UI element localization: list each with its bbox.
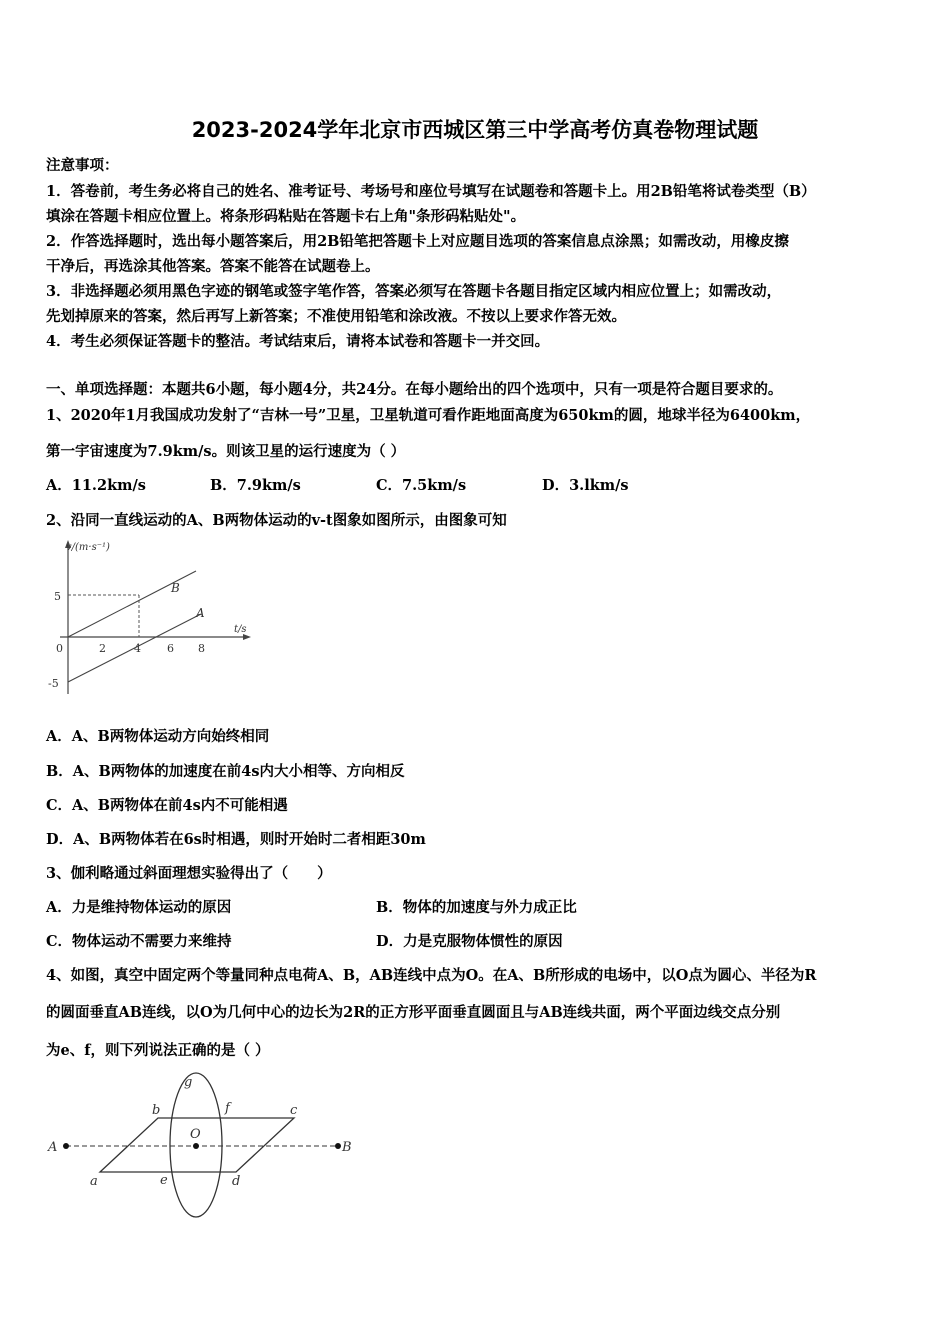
q1-option-d: D．3.lkm/s (542, 477, 629, 494)
charge-b-dot (335, 1143, 341, 1149)
notice-heading: 注意事项： (46, 157, 119, 174)
y-tick-5: 5 (54, 590, 61, 603)
q3-stem: 3、伽利略通过斜面理想实验得出了（ ） (46, 865, 332, 882)
notice-line-4: 干净后，再选涂其他答案。答案不能答在试题卷上。 (46, 258, 380, 275)
q2-option-b: B．A、B两物体的加速度在前4s内大小相等、方向相反 (46, 763, 405, 780)
notice-line-1: 1．答卷前，考生务必将自己的姓名、准考证号、考场号和座位号填写在试题卷和答题卡上。用2B铅笔将试卷类型（B） (46, 183, 816, 200)
q2-option-a: A．A、B两物体运动方向始终相同 (46, 728, 270, 745)
label-o: O (190, 1127, 201, 1142)
x-tick-8: 8 (198, 642, 205, 655)
q4-stem-line-1: 4、如图，真空中固定两个等量同种点电荷A、B，AB连线中点为O。在A、B所形成的电场中，以O点为圆心、半径为R (46, 967, 817, 984)
label-a-corner: a (90, 1174, 98, 1189)
q1-option-c: C．7.5km/s (376, 477, 467, 494)
notice-line-5: 3．非选择题必须用黑色字迹的钢笔或签字笔作答，答案必须写在答题卡各题目指定区域内相应位置上；如需改动， (46, 283, 782, 300)
q3-option-b: B．物体的加速度与外力成正比 (376, 899, 577, 916)
label-d-corner: d (232, 1174, 241, 1189)
y-tick-neg5: -5 (48, 677, 59, 690)
x-tick-0: 0 (56, 642, 63, 655)
q1-option-b: B．7.9km/s (210, 477, 301, 494)
label-b-corner: b (152, 1103, 161, 1118)
label-c-corner: c (290, 1103, 298, 1118)
line-a (68, 614, 201, 682)
x-tick-4: 4 (134, 642, 141, 655)
q4-stem-line-3: 为e、f，则下列说法正确的是（ ） (46, 1042, 270, 1059)
charge-a-dot (63, 1143, 69, 1149)
x-tick-2: 2 (99, 642, 106, 655)
label-g: g (184, 1075, 193, 1090)
line-b-label: B (171, 581, 180, 595)
notice-line-7: 4．考生必须保证答题卡的整洁。考试结束后，请将本试卷和答题卡一并交回。 (46, 333, 550, 350)
q3-option-a: A．力是维持物体运动的原因 (46, 899, 232, 916)
q2-vt-graph (46, 534, 256, 702)
line-a-label: A (196, 606, 205, 620)
notice-line-2: 填涂在答题卡相应位置上。将条形码粘贴在答题卡右上角"条形码粘贴处"。 (46, 208, 526, 225)
notice-line-6: 先划掉原来的答案，然后再写上新答案；不准使用铅笔和涂改液。不按以上要求作答无效。 (46, 308, 626, 325)
section-heading: 一、单项选择题：本题共6小题，每小题4分，共24分。在每小题给出的四个选项中，只有一项是符合题目要求的。 (46, 381, 783, 398)
q1-option-a: A．11.2km/s (46, 477, 146, 494)
q2-option-c: C．A、B两物体在前4s内不可能相遇 (46, 797, 288, 814)
q4-stem-line-2: 的圆面垂直AB连线，以O为几何中心的边长为2R的正方形平面垂直圆面且与AB连线共面，两个平面边线交点分别 (46, 1004, 781, 1021)
label-f: f (225, 1101, 230, 1116)
x-axis-label: t/s (234, 624, 247, 635)
q3-option-d: D．力是克服物体惯性的原因 (376, 933, 563, 950)
q2-option-d: D．A、B两物体若在6s时相遇，则时开始时二者相距30m (46, 831, 426, 848)
q4-field-figure (44, 1070, 364, 1225)
q1-stem-line-1: 1、2020年1月我国成功发射了“吉林一号”卫星，卫星轨道可看作距地面高度为650km的圆，地球半径为6400km， (46, 407, 811, 424)
y-axis-label: v/(m·s⁻¹) (66, 542, 110, 553)
label-b-charge: B (342, 1140, 352, 1155)
center-o-dot (193, 1143, 199, 1149)
label-a-charge: A (48, 1140, 58, 1155)
label-e: e (160, 1173, 168, 1188)
q1-stem-line-2: 第一宇宙速度为7.9km/s。则该卫星的运行速度为（ ） (46, 443, 406, 460)
q3-option-c: C．物体运动不需要力来维持 (46, 933, 232, 950)
notice-line-3: 2．作答选择题时，选出每小题答案后，用2B铅笔把答题卡上对应题目选项的答案信息点涂黑；如需改动，用橡皮擦 (46, 233, 789, 250)
q2-stem: 2、沿同一直线运动的A、B两物体运动的v-t图象如图所示，由图象可知 (46, 512, 507, 529)
page-title: 2023-2024学年北京市西城区第三中学高考仿真卷物理试题 (191, 118, 759, 142)
x-tick-6: 6 (167, 642, 174, 655)
